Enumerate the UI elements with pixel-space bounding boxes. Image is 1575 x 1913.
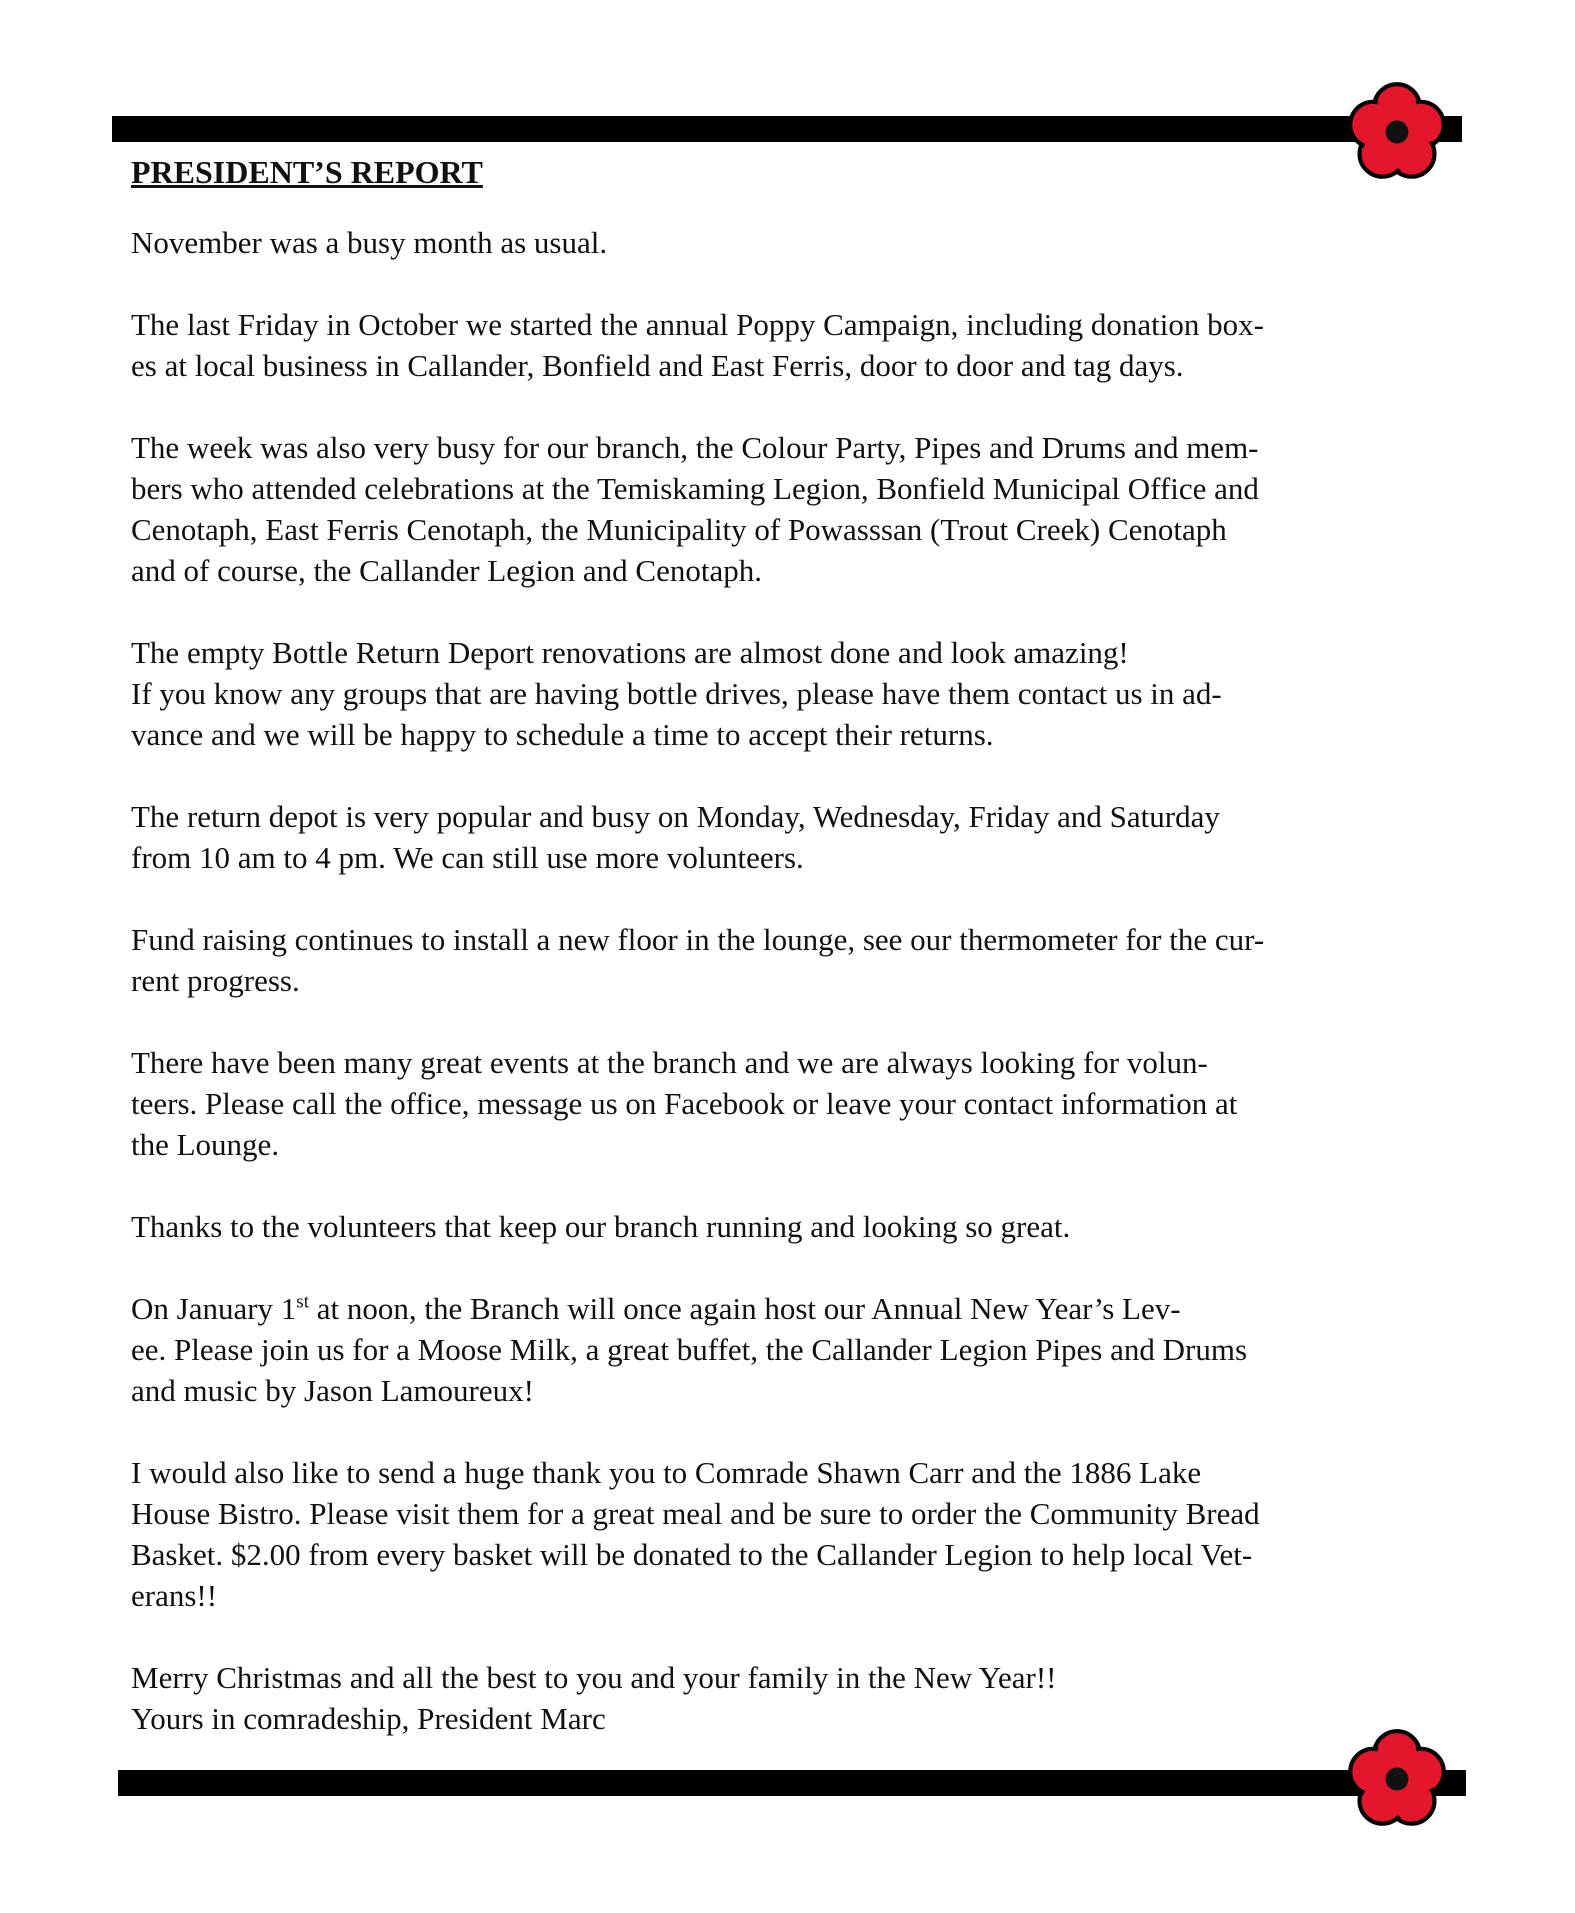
text-line: teers. Please call the office, message us on Facebook or leave your contact information at	[131, 1086, 1238, 1121]
paragraph-thanks-volunteers	[131, 1206, 1461, 1247]
text-line: ee. Please join us for a Moose Milk, a great buffet, the Callander Legion Pipes and Drums	[131, 1332, 1248, 1367]
ordinal-suffix: st	[296, 1291, 309, 1313]
paragraph-depot-hours	[131, 796, 1461, 878]
text-line: The week was also very busy for our branch, the Colour Party, Pipes and Drums and mem-	[131, 430, 1259, 465]
text-line: The last Friday in October we started the annual Poppy Campaign, including donation box-	[131, 307, 1264, 342]
text-line: the Lounge.	[131, 1127, 280, 1162]
paragraph-bottle-depot	[131, 632, 1461, 755]
report-body	[131, 152, 1461, 1739]
paragraph-bistro-thanks	[131, 1452, 1461, 1616]
levee-text-end: at noon, the Branch will once again host our Annual New Year’s Lev-	[308, 1291, 1181, 1326]
paragraph-fundraising	[131, 919, 1461, 1001]
top-divider-bar	[112, 116, 1462, 142]
paragraph-intro	[131, 222, 1461, 263]
text-line: There have been many great events at the branch and we are always looking for volun-	[131, 1045, 1208, 1080]
paragraph-poppy-campaign	[131, 304, 1461, 386]
text-line: Basket. $2.00 from every basket will be donated to the Callander Legion to help local Vet-	[131, 1537, 1253, 1572]
text-line: and of course, the Callander Legion and Cenotaph.	[131, 553, 762, 588]
text-line: bers who attended celebrations at the Temiskaming Legion, Bonfield Municipal Office and	[131, 471, 1259, 506]
paragraph-levee	[131, 1288, 1461, 1411]
page-title: PRESIDENT’S REPORT	[131, 154, 483, 190]
text-line: Thanks to the volunteers that keep our branch running and looking so great.	[131, 1209, 1071, 1244]
text-line: from 10 am to 4 pm. We can still use more volunteers.	[131, 840, 804, 875]
text-line: es at local business in Callander, Bonfield and East Ferris, door to door and tag days.	[131, 348, 1184, 383]
text-line: Cenotaph, East Ferris Cenotaph, the Municipality of Powasssan (Trout Creek) Cenotaph	[131, 512, 1227, 547]
text-line: Fund raising continues to install a new floor in the lounge, see our thermometer for the cur-	[131, 922, 1265, 957]
text-line: I would also like to send a huge thank you to Comrade Shawn Carr and the 1886 Lake	[131, 1455, 1202, 1490]
text-line	[131, 1288, 1461, 1329]
text-line: vance and we will be happy to schedule a time to accept their returns.	[131, 717, 994, 752]
text-line: The return depot is very popular and busy on Monday, Wednesday, Friday and Saturday	[131, 799, 1220, 834]
text-line: November was a busy month as usual.	[131, 225, 608, 260]
paragraph-closing	[131, 1657, 1461, 1739]
bottom-divider-bar	[118, 1770, 1466, 1796]
text-line: House Bistro. Please visit them for a great meal and be sure to order the Community Bread	[131, 1496, 1260, 1531]
text-line: rent progress.	[131, 963, 300, 998]
levee-text-start: On January 1	[131, 1291, 297, 1326]
closing-greeting: Merry Christmas and all the best to you and your family in the New Year!!	[131, 1660, 1057, 1695]
text-line: If you know any groups that are having bottle drives, please have them contact us in ad-	[131, 676, 1222, 711]
paragraph-remembrance-week	[131, 427, 1461, 591]
text-line: and music by Jason Lamoureux!	[131, 1373, 534, 1408]
text-line: The empty Bottle Return Deport renovations are almost done and look amazing!	[131, 635, 1129, 670]
text-line: erans!!	[131, 1578, 218, 1613]
signature-line: Yours in comradeship, President Marc	[131, 1701, 606, 1736]
poppy-icon	[1345, 1727, 1449, 1831]
paragraph-volunteers	[131, 1042, 1461, 1165]
